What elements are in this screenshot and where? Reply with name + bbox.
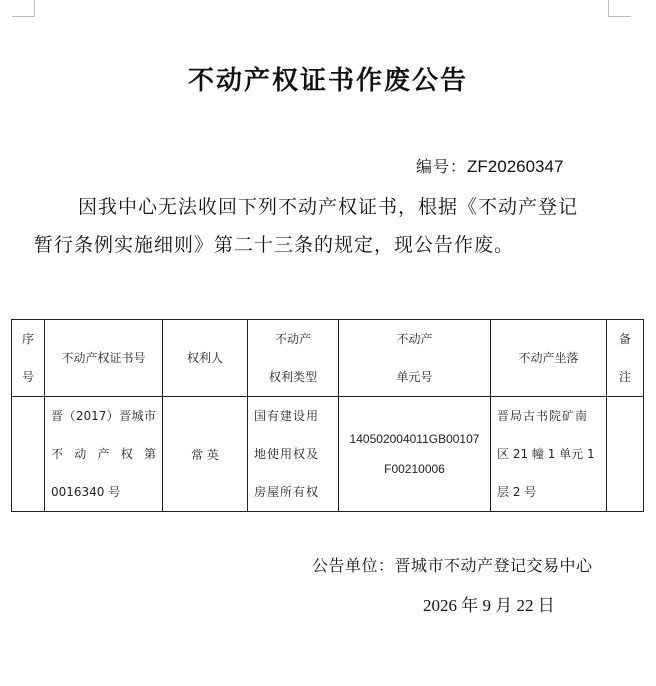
cell-seq: [12, 397, 45, 512]
cell-unit-no: [339, 397, 491, 512]
header-holder: 权利人: [163, 320, 248, 397]
header-remark: [607, 320, 644, 397]
cell-right-type-line: 地使用权及: [254, 447, 320, 461]
header-right-type-line: 不动产: [274, 332, 311, 346]
header-seq: [12, 320, 45, 397]
cell-cert-no-line: 晋（2017）晋城市: [51, 409, 156, 423]
document-number-label: 编号：: [416, 157, 468, 176]
document-number: [416, 154, 563, 177]
cell-location: [491, 397, 607, 512]
header-seq-line: 号: [21, 370, 34, 384]
header-cert-no: 不动产权证书号: [45, 320, 163, 397]
cell-location-line: 晋局古书院矿南: [497, 409, 589, 423]
notice-paragraph-line-2: 暂行条例实施细则》第二十三条的规定，现公告作废。: [34, 234, 515, 256]
cell-right-type-line: 房屋所有权: [254, 485, 320, 499]
header-remark-line: 注: [618, 370, 631, 384]
cell-unit-no-line: 140502004011GB00107: [349, 432, 480, 446]
page-title: 不动产权证书作废公告: [187, 66, 468, 96]
header-right-type: [248, 320, 339, 397]
document-number-value: ZF20260347: [467, 157, 564, 176]
header-remark-line: 备: [618, 332, 631, 346]
header-unit-no: [339, 320, 491, 397]
issuing-unit: 公告单位：晋城市不动产登记交易中心: [312, 556, 593, 575]
cell-unit-no-line: F00210006: [384, 462, 445, 476]
cell-cert-no-line: 不 动 产 权 第: [51, 447, 156, 461]
issue-date: 2026 年 9 月 22 日: [423, 596, 555, 615]
page-corner-mark-top-right: [608, 0, 631, 17]
notice-paragraph-line-1: 因我中心无法收回下列不动产权证书，根据《不动产登记: [78, 196, 579, 218]
header-seq-line: 序: [21, 332, 34, 346]
cell-holder: 常 英: [163, 397, 248, 512]
cell-cert-no: [45, 397, 163, 512]
cell-cert-no-line: 0016340 号: [51, 485, 121, 499]
cell-location-line: 层 2 号: [497, 485, 537, 499]
void-certificate-table: [11, 319, 644, 512]
page-corner-mark-top-left: [12, 0, 35, 17]
cell-location-line: 区 21 幢 1 单元 1: [497, 447, 595, 461]
header-unit-no-line: 单元号: [396, 370, 433, 384]
header-right-type-line: 权利类型: [268, 370, 317, 384]
header-unit-no-line: 不动产: [396, 332, 433, 346]
table-row: [12, 397, 644, 512]
cell-remark: [607, 397, 644, 512]
cell-right-type-line: 国有建设用: [254, 409, 320, 423]
header-location: 不动产坐落: [491, 320, 607, 397]
table-header-row: [12, 320, 644, 397]
cell-right-type: [248, 397, 339, 512]
